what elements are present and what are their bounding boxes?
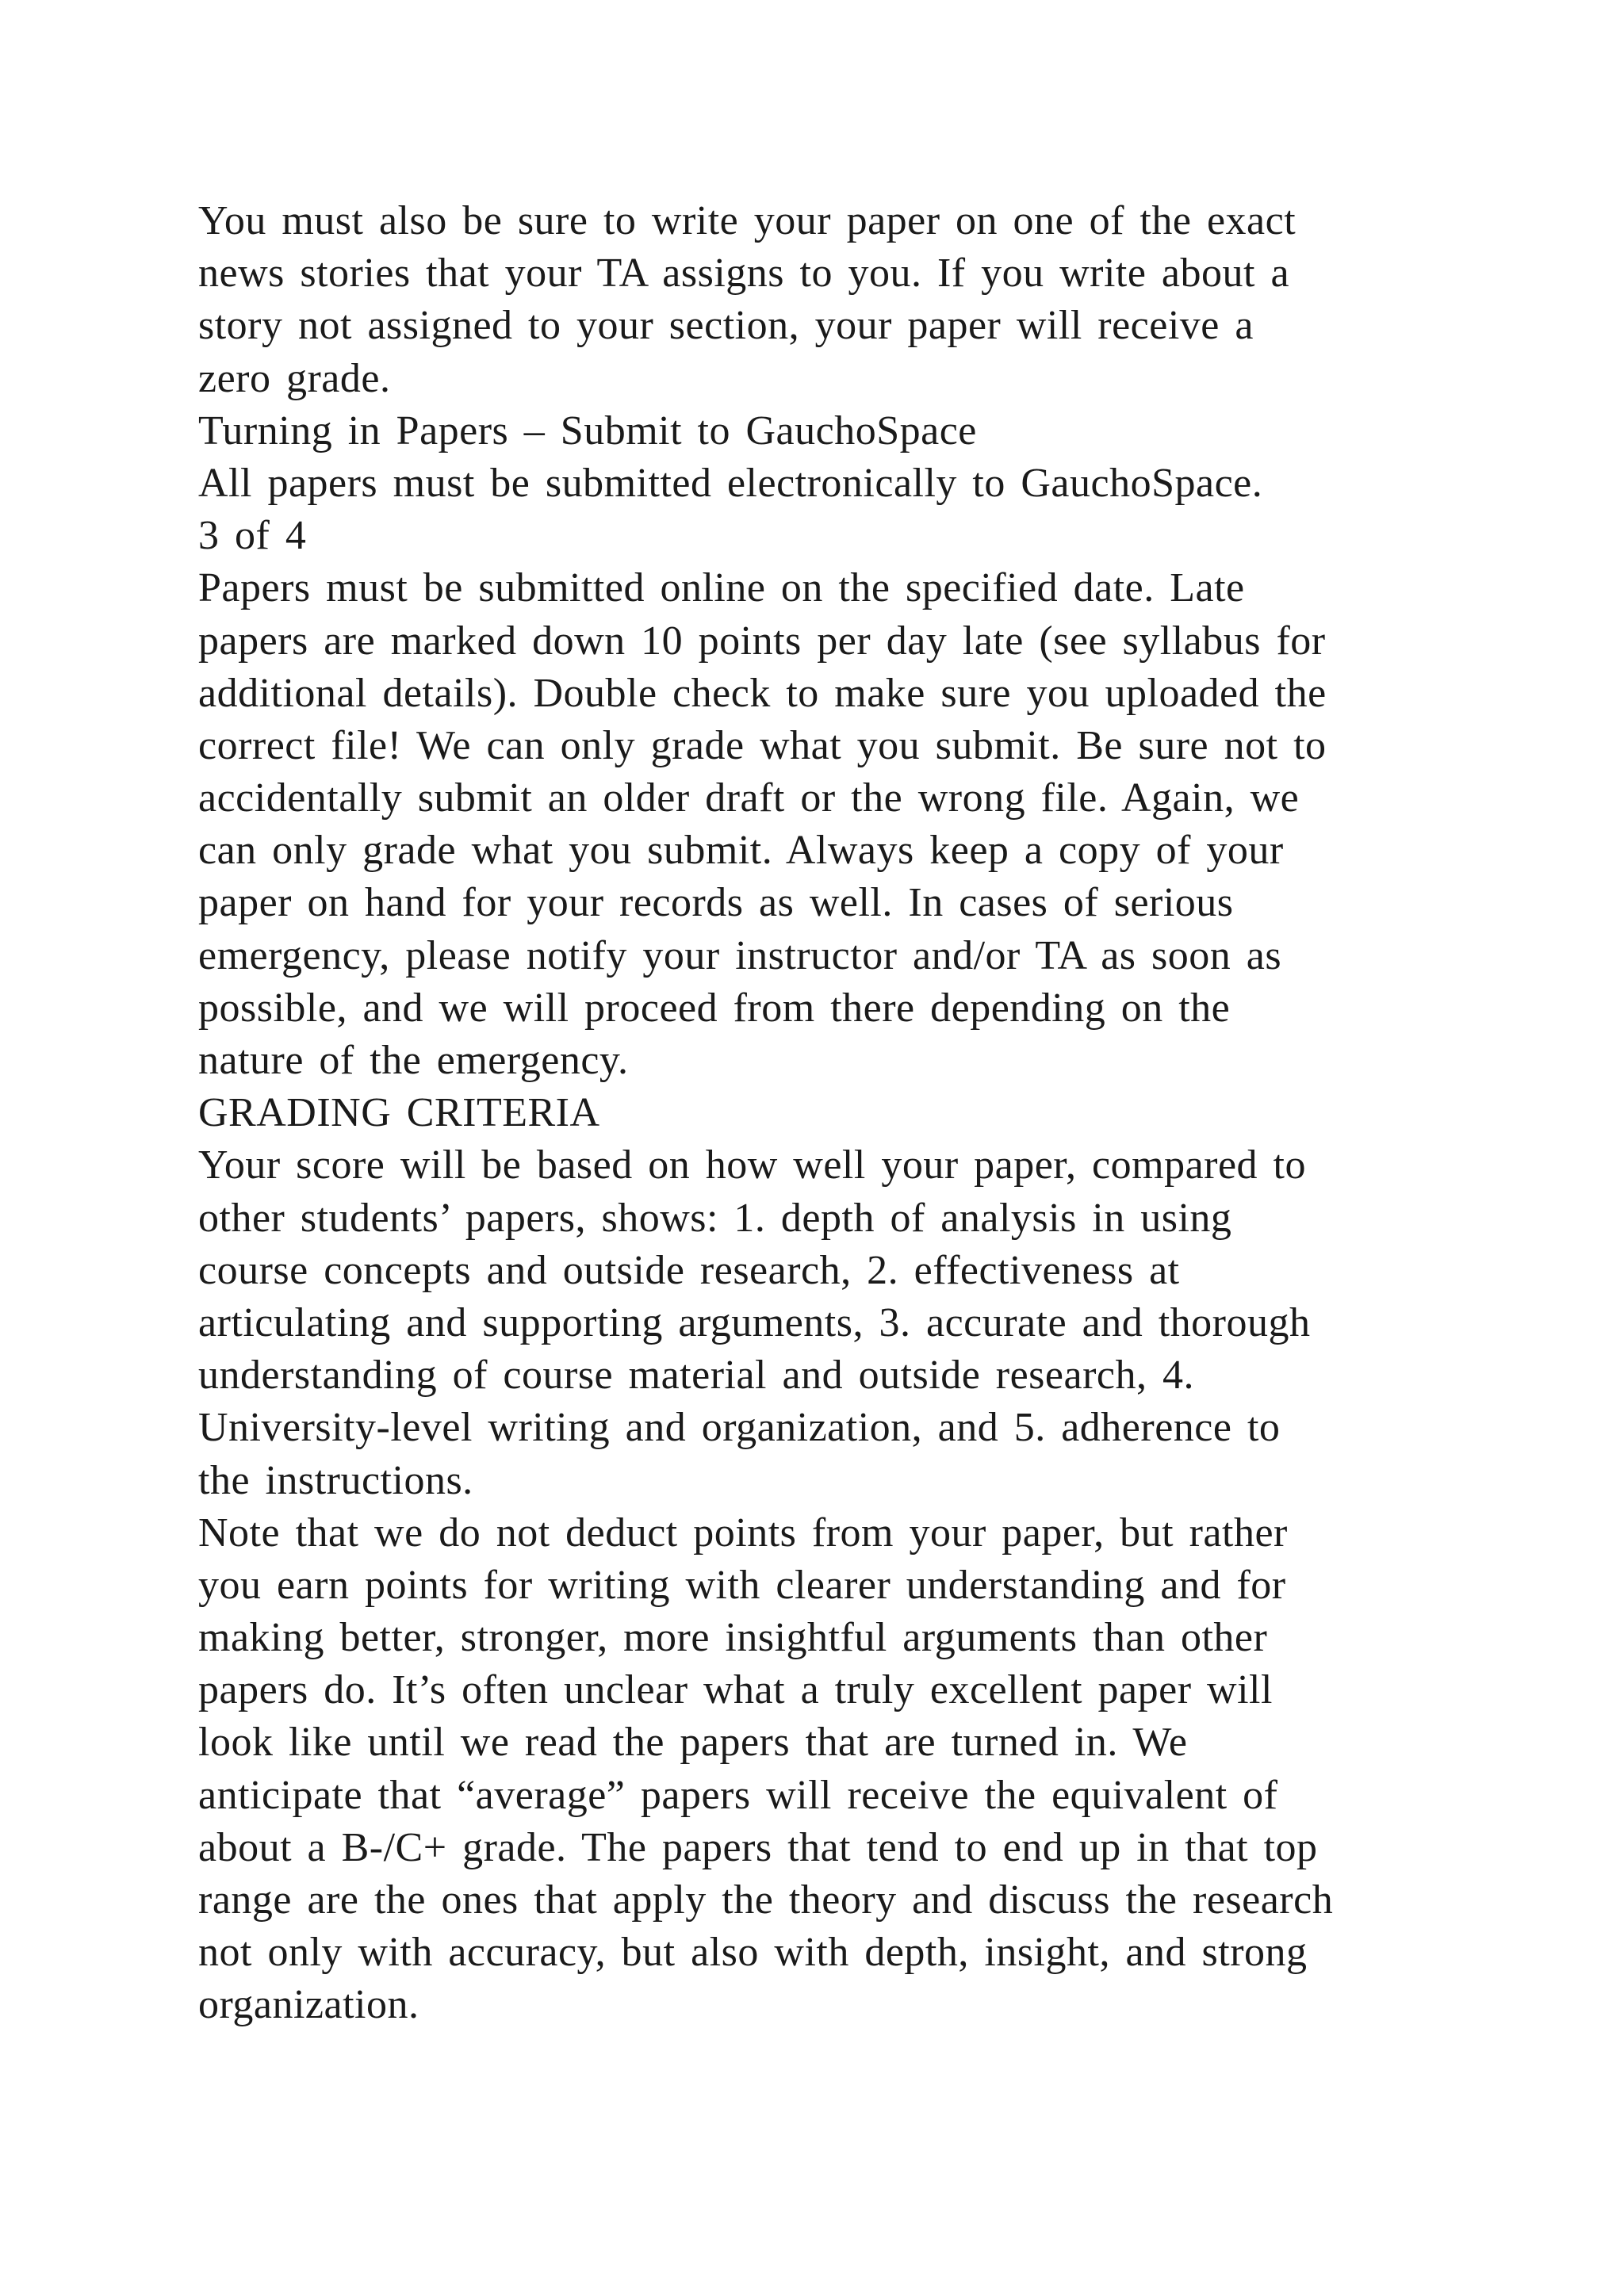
text-line: look like until we read the papers that are turned in. We (198, 1720, 1188, 1766)
text-line: story not assigned to your section, your paper will receive a (198, 303, 1254, 349)
text-line: papers are marked down 10 points per day late (see syllabus for (198, 618, 1326, 664)
text-line: additional details). Double check to make sure you uploaded the (198, 670, 1327, 716)
text-line: anticipate that “average” papers will receive the equivalent of (198, 1772, 1278, 1818)
text-line: zero grade. (198, 355, 391, 401)
text-line: other students’ papers, shows: 1. depth of analysis in using (198, 1195, 1232, 1241)
text-line: not only with accuracy, but also with depth, insight, and strong (198, 1930, 1308, 1976)
text-line: about a B-/C+ grade. The papers that tend to end up in that top (198, 1824, 1318, 1870)
text-line: range are the ones that apply the theory and discuss the research (198, 1877, 1334, 1923)
text-line: University-level writing and organization, and 5. adherence to (198, 1405, 1281, 1451)
section-heading-turning-in-papers: Turning in Papers – Submit to GauchoSpace (198, 408, 977, 453)
text-line: nature of the emergency. (198, 1038, 629, 1083)
text-line: papers do. It’s often unclear what a truly excellent paper will (198, 1667, 1273, 1713)
text-line: All papers must be submitted electronically to GauchoSpace. (198, 460, 1263, 506)
text-line: you earn points for writing with clearer understanding and for (198, 1562, 1286, 1608)
text-line: correct file! We can only grade what you submit. Be sure not to (198, 722, 1327, 768)
page-number: 3 of 4 (198, 513, 307, 559)
text-line: paper on hand for your records as well. In cases of serious (198, 880, 1234, 926)
text-line: the instructions. (198, 1457, 473, 1503)
text-line: Your score will be based on how well your paper, compared to (198, 1142, 1306, 1188)
text-line: emergency, please notify your instructor and/or TA as soon as (198, 932, 1282, 978)
text-line: making better, stronger, more insightful arguments than other (198, 1615, 1268, 1661)
text-line: news stories that your TA assigns to you. If you write about a (198, 251, 1290, 297)
document-body (198, 195, 1546, 2032)
text-line: course concepts and outside research, 2. effectiveness at (198, 1247, 1180, 1293)
text-line: understanding of course material and outside research, 4. (198, 1353, 1194, 1399)
text-line: articulating and supporting arguments, 3. accurate and thorough (198, 1299, 1311, 1345)
text-line: Papers must be submitted online on the specified date. Late (198, 565, 1245, 611)
text-line: organization. (198, 1982, 419, 2028)
text-line: You must also be sure to write your paper on one of the exact (198, 198, 1297, 243)
text-line: possible, and we will proceed from there depending on the (198, 985, 1231, 1031)
text-line: Note that we do not deduct points from your paper, but rather (198, 1510, 1288, 1556)
text-line: accidentally submit an older draft or the wrong file. Again, we (198, 775, 1300, 821)
text-line: can only grade what you submit. Always keep a copy of your (198, 828, 1284, 874)
section-heading-grading-criteria: GRADING CRITERIA (198, 1090, 600, 1136)
